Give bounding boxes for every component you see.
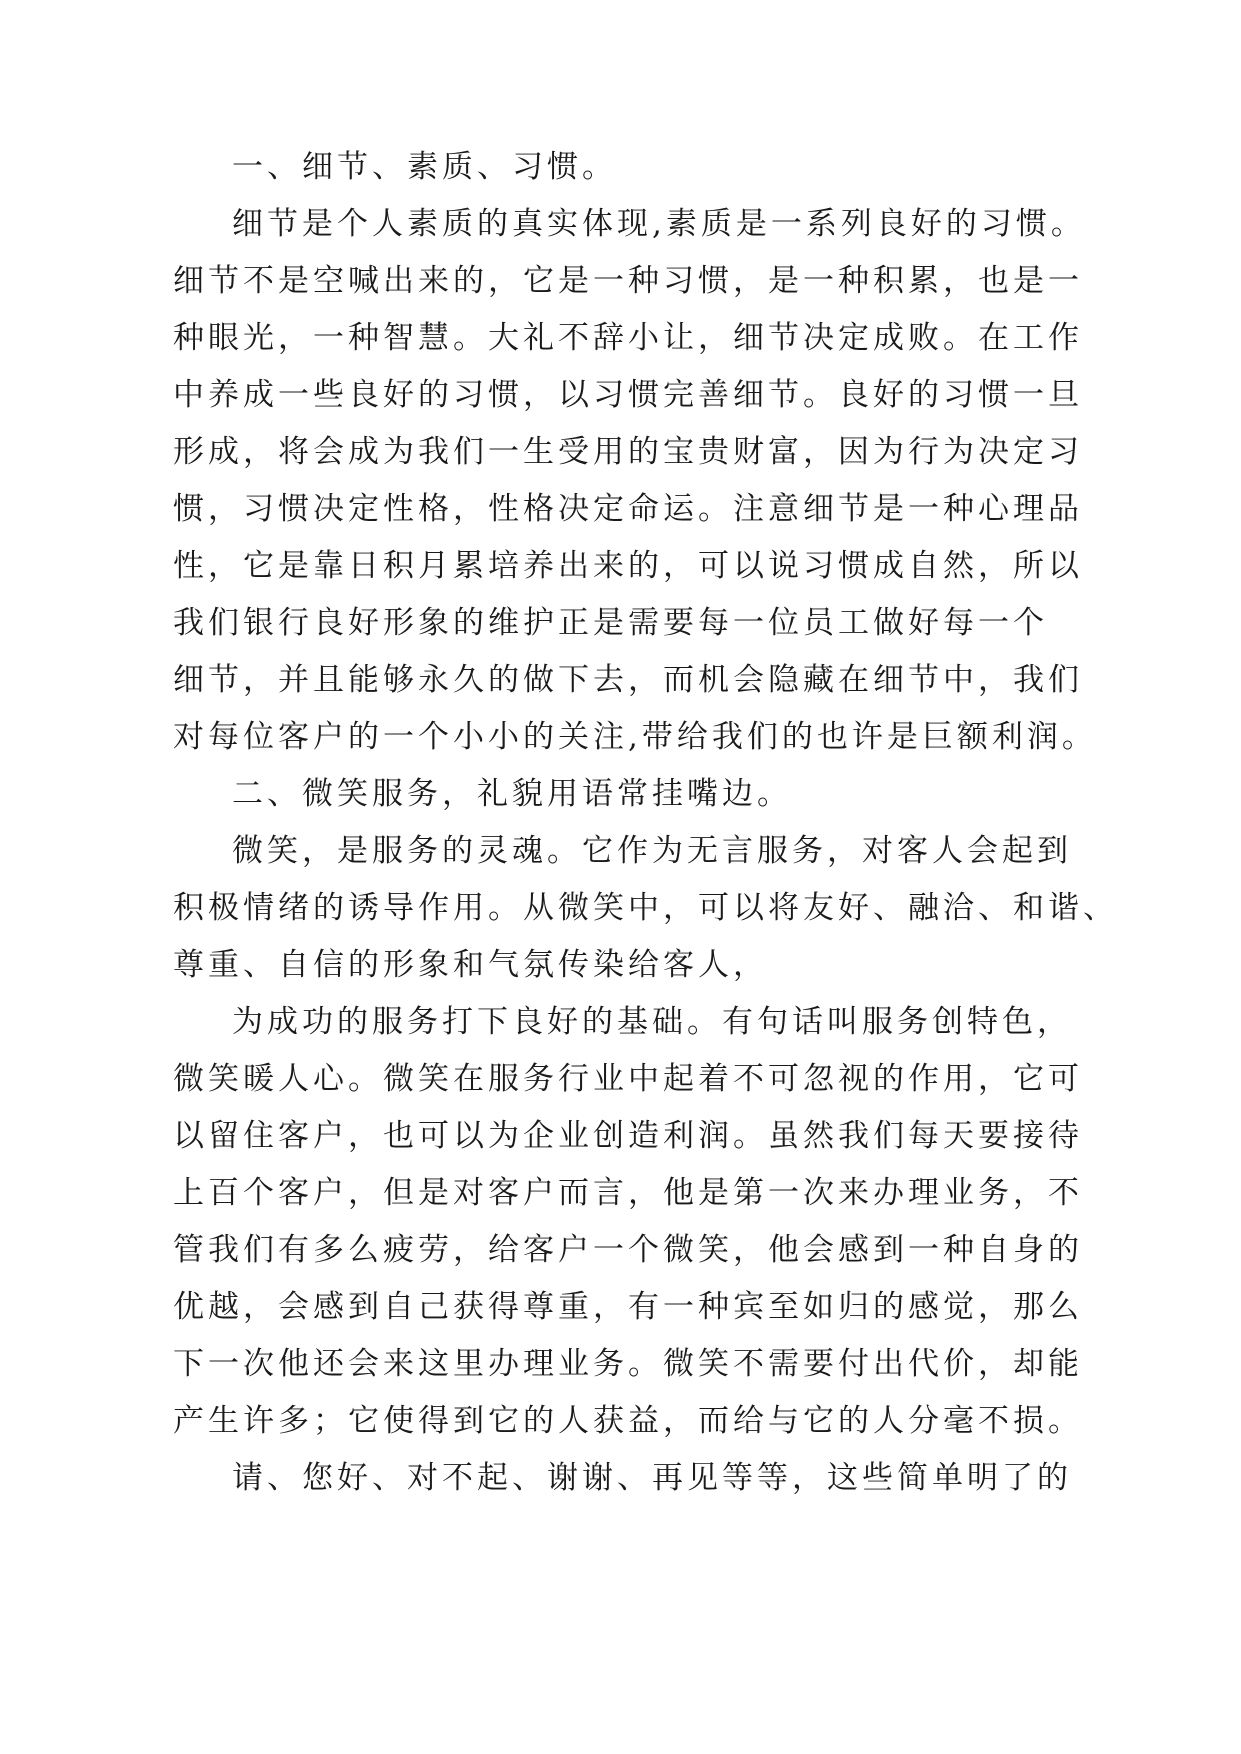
paragraph-line: 请、您好、对不起、谢谢、再见等等，这些简单明了的 bbox=[232, 1460, 1072, 1496]
paragraph-line: 细节，并且能够永久的做下去，而机会隐藏在细节中，我们 bbox=[173, 662, 1083, 698]
paragraph-line: 积极情绪的诱导作用。从微笑中，可以将友好、融洽、和谐、 bbox=[173, 890, 1118, 926]
paragraph-line: 细节不是空喊出来的，它是一种习惯，是一种积累，也是一 bbox=[173, 263, 1083, 299]
paragraph-line: 细节是个人素质的真实体现,素质是一系列良好的习惯。 bbox=[232, 206, 1086, 242]
paragraph-line: 对每位客户的一个小小的关注,带给我们的也许是巨额利润。 bbox=[173, 719, 1097, 755]
paragraph-line: 产生许多；它使得到它的人获益，而给与它的人分毫不损。 bbox=[173, 1403, 1083, 1439]
paragraph-line: 我们银行良好形象的维护正是需要每一位员工做好每一个 bbox=[173, 605, 1048, 641]
paragraph-line: 管我们有多么疲劳，给客户一个微笑，他会感到一种自身的 bbox=[173, 1232, 1083, 1268]
paragraph-line: 微笑，是服务的灵魂。它作为无言服务，对客人会起到 bbox=[232, 833, 1072, 869]
paragraph-line: 尊重、自信的形象和气氛传染给客人， bbox=[173, 947, 768, 983]
paragraph-line: 种眼光，一种智慧。大礼不辞小让，细节决定成败。在工作 bbox=[173, 320, 1083, 356]
paragraph-line: 以留住客户，也可以为企业创造利润。虽然我们每天要接待 bbox=[173, 1118, 1083, 1154]
paragraph-line: 优越，会感到自己获得尊重，有一种宾至如归的感觉，那么 bbox=[173, 1289, 1083, 1325]
paragraph-line: 下一次他还会来这里办理业务。微笑不需要付出代价，却能 bbox=[173, 1346, 1083, 1382]
paragraph-line: 中养成一些良好的习惯，以习惯完善细节。良好的习惯一旦 bbox=[173, 377, 1083, 413]
paragraph-line: 上百个客户，但是对客户而言，他是第一次来办理业务，不 bbox=[173, 1175, 1083, 1211]
paragraph-line: 微笑暖人心。微笑在服务行业中起着不可忽视的作用，它可 bbox=[173, 1061, 1083, 1097]
heading-section-1: 一、细节、素质、习惯。 bbox=[232, 149, 617, 185]
paragraph-line: 性，它是靠日积月累培养出来的，可以说习惯成自然，所以 bbox=[173, 548, 1083, 584]
paragraph-line: 惯，习惯决定性格，性格决定命运。注意细节是一种心理品 bbox=[173, 491, 1083, 527]
paragraph-line: 形成，将会成为我们一生受用的宝贵财富，因为行为决定习 bbox=[173, 434, 1083, 470]
paragraph-line: 为成功的服务打下良好的基础。有句话叫服务创特色， bbox=[232, 1004, 1072, 1040]
heading-section-2: 二、微笑服务，礼貌用语常挂嘴边。 bbox=[232, 776, 792, 812]
